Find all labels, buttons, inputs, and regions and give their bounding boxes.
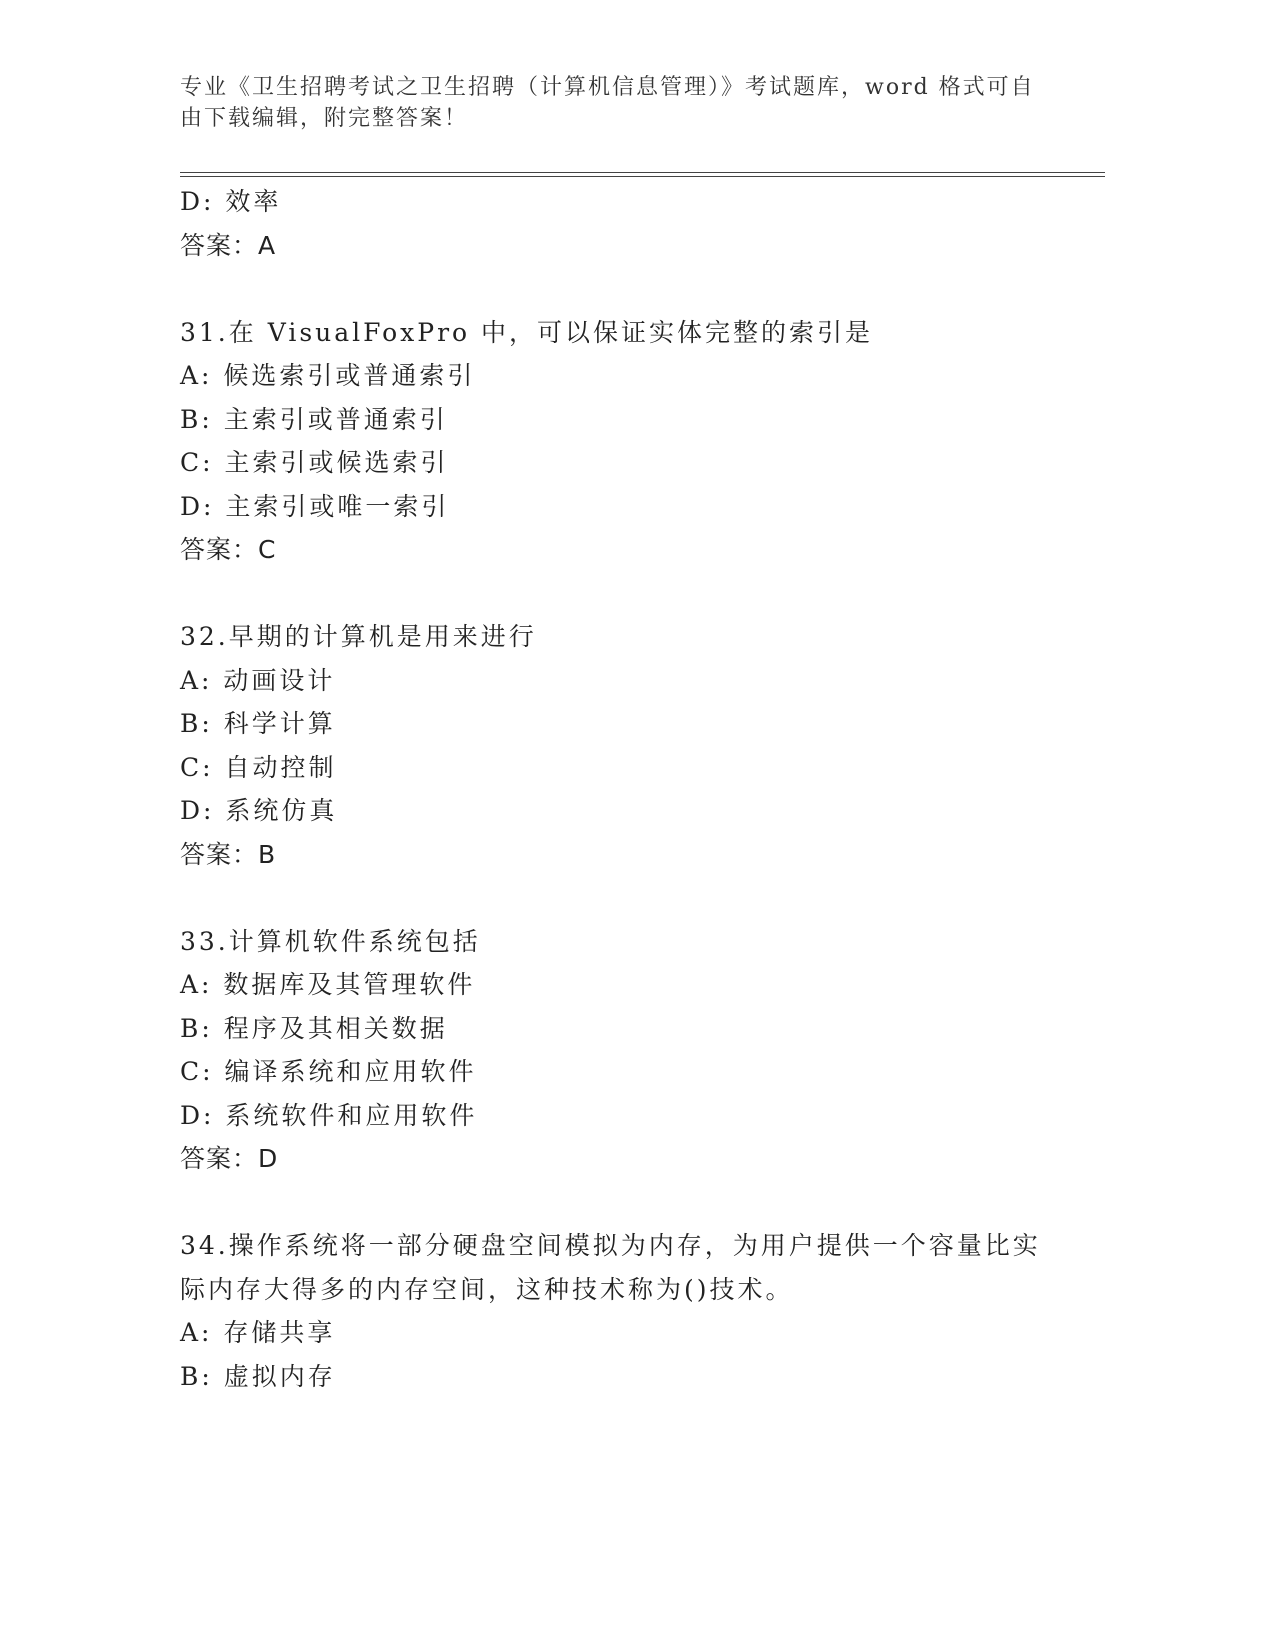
spacer <box>180 876 1060 920</box>
question-32 <box>180 615 1060 876</box>
option-b: B: 虚拟内存 <box>180 1361 336 1391</box>
answer-line: 答案：C <box>180 535 277 564</box>
option-c: C: 主索引或候选索引 <box>180 448 449 477</box>
question-stem: 31.在 VisualFoxPro 中，可以保证实体完整的索引是 <box>180 317 874 347</box>
question-34 <box>180 1224 1060 1398</box>
question-stem: 34.操作系统将一部分硬盘空间模拟为内存，为用户提供一个容量比实际内存大得多的内存空间，这种技术称为()技术。 <box>180 1231 1041 1304</box>
option-c: C: 编译系统和应用软件 <box>180 1057 477 1086</box>
option-a: A: 数据库及其管理软件 <box>180 970 476 999</box>
spacer <box>180 1181 1060 1225</box>
option-b: B: 主索引或普通索引 <box>180 404 448 434</box>
spacer <box>180 267 1060 311</box>
question-list <box>180 180 1060 1398</box>
question-stem: 33.计算机软件系统包括 <box>180 926 481 956</box>
option-b: B: 程序及其相关数据 <box>180 1013 448 1043</box>
option-b: B: 科学计算 <box>180 709 336 738</box>
option-a: A: 候选索引或普通索引 <box>180 361 476 390</box>
document-header: 专业《卫生招聘考试之卫生招聘（计算机信息管理）》考试题库，word 格式可自由下载编辑，附完整答案！ <box>180 75 1035 131</box>
answer-line: 答案：B <box>180 839 277 869</box>
header-divider-top <box>180 172 1105 173</box>
option-d: D: 主索引或唯一索引 <box>180 491 450 521</box>
option-a: A: 存储共享 <box>180 1318 336 1347</box>
answer-line: 答案：D <box>180 1144 279 1173</box>
option-a: A: 动画设计 <box>180 665 336 695</box>
option-c: C: 自动控制 <box>180 752 337 782</box>
spacer <box>180 572 1060 616</box>
question-33 <box>180 920 1060 1181</box>
answer-line: 答案：A <box>180 230 277 260</box>
question-stem: 32.早期的计算机是用来进行 <box>180 622 537 651</box>
option-d: D: 系统仿真 <box>180 796 338 825</box>
option-d: D: 效率 <box>180 187 282 216</box>
question-31 <box>180 311 1060 572</box>
header-divider-bottom <box>180 176 1105 177</box>
option-d: D: 系统软件和应用软件 <box>180 1100 478 1130</box>
